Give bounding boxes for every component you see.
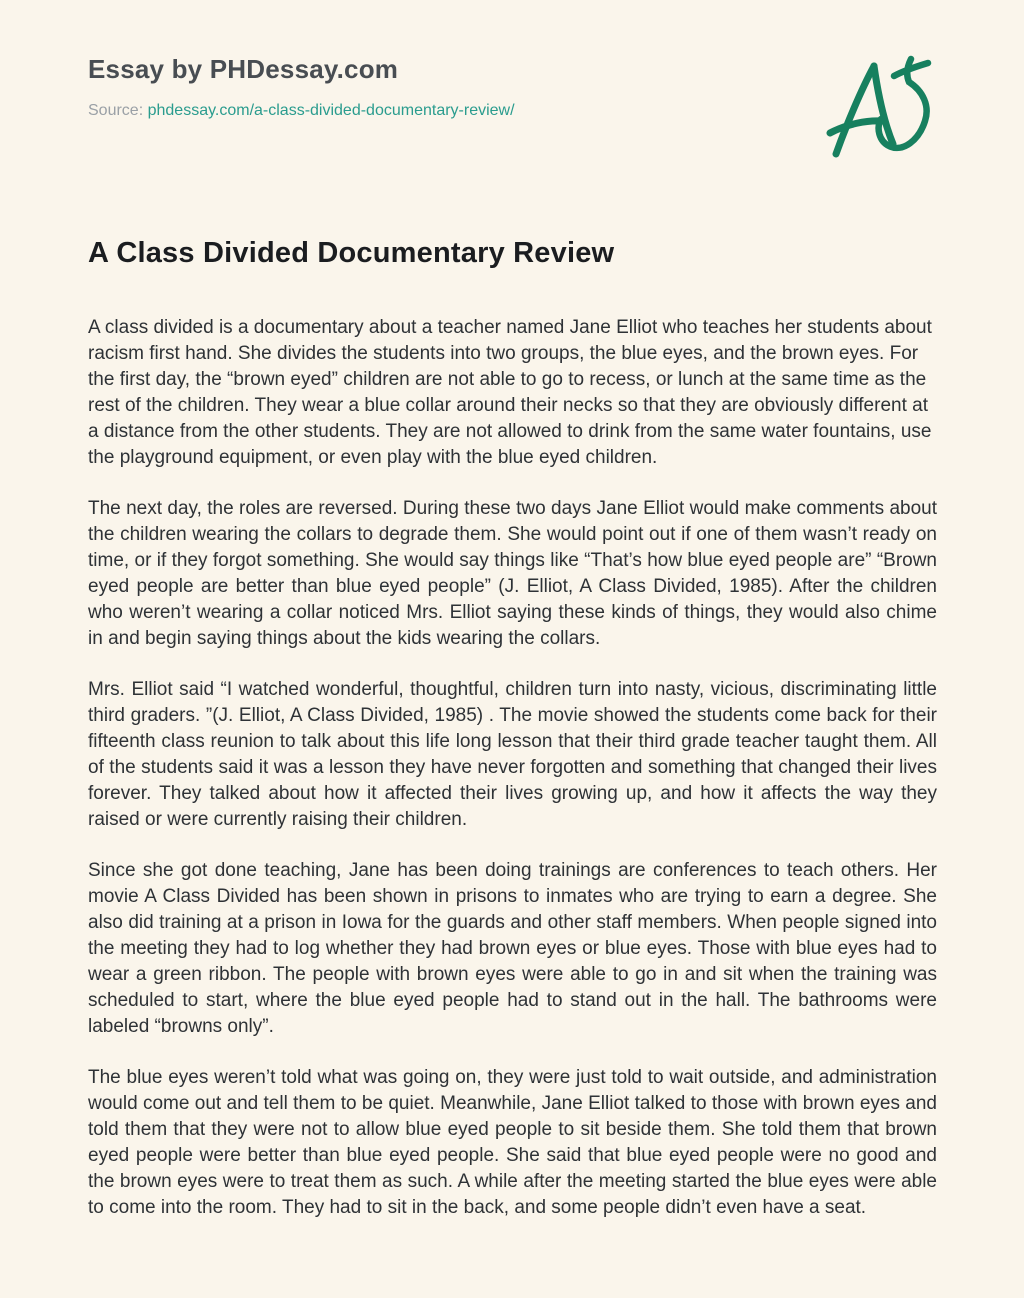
essay-body [88,315,937,1296]
brand-heading: Essay by PHDessay.com [88,54,399,84]
essay-paragraph: A class divided is a documentary about a teacher named Jane Elliot who teaches her students about racism first hand. She divides the students into two groups, the blue eyes, and the brown eyes. For the first day, the “brown eyed” children are not able to go to recess, or lunch at the same time as the rest of the children. They wear a blue collar around their necks so that they are obviously different at a distance from the other students. They are not allowed to drink from the same water fountains, use the playground equipment, or even play with the blue eyed children. [88,317,932,468]
header-left [88,50,515,120]
page-header [88,50,937,165]
essay-title: A Class Divided Documentary Review [88,237,615,269]
source-label: Source: [88,102,144,119]
source-line [88,102,515,120]
essay-paragraph: The next day, the roles are reversed. During these two days Jane Elliot would make comments about the children wearing the collars to degrade them. She would point out if one of them wasn’t ready on time, or if they forgot something. She would say things like “That’s how blue eyed people are” “Brown eyed people are better than blue eyed people” (J. Elliot, A Class Divided, 1985). After the children who weren’t wearing a collar noticed Mrs. Elliot saying these kinds of things, they would also chime in and begin saying things about the kids wearing the collars. [88,498,937,649]
aplus-logo-icon [825,54,943,165]
essay-paragraph: The blue eyes weren’t told what was going on, they were just told to wait outside, and administration would come out and tell them to be quiet. Meanwhile, Jane Elliot talked to those with brown eyes and told them that they were not to allow blue eyed people to sit beside them. She told them that brown eyed people were better than blue eyed people. She said that blue eyed people were no good and the brown eyes were to treat them as such. A while after the meeting started the blue eyes were able to come into the room. They had to sit in the back, and some people didn’t even have a seat. [88,1067,937,1218]
source-link[interactable]: phdessay.com/a-class-divided-documentary-review/ [147,102,515,119]
essay-paragraph: Mrs. Elliot said “I watched wonderful, thoughtful, children turn into nasty, vicious, discriminating little third graders. ”(J. Elliot, A Class Divided, 1985) . The movie showed the students come back for their fifteenth class reunion to talk about this life long lesson that their third grade teacher taught them. All of the students said it was a lesson they have never forgotten and something that changed their lives forever. They talked about how it affected their lives growing up, and how it affects the way they raised or were currently raising their children. [88,679,937,830]
essay-paragraph: Since she got done teaching, Jane has been doing trainings are conferences to teach others. Her movie A Class Divided has been shown in prisons to inmates who are trying to earn a degree. She also did training at a prison in Iowa for the guards and other staff members. When people signed into the meeting they had to log whether they had brown eyes or blue eyes. Those with blue eyes had to wear a green ribbon. The people with brown eyes were able to go in and sit when the training was scheduled to start, where the blue eyed people had to stand out in the hall. The bathrooms were labeled “browns only”. [88,860,937,1037]
